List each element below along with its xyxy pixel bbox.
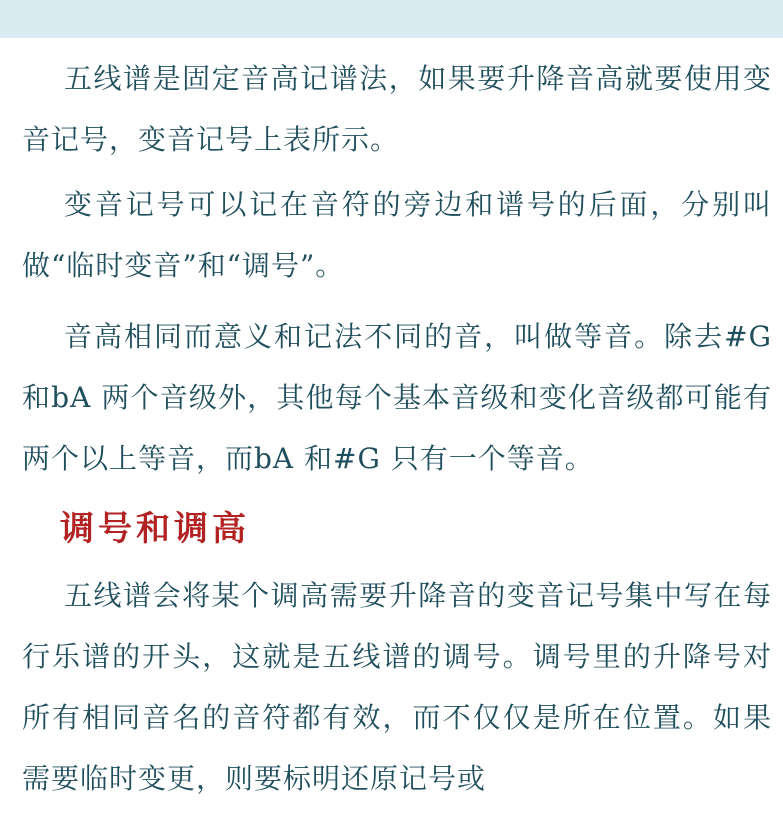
paragraph-staff-notation: 五线谱是固定音高记谱法，如果要升降音高就要使用变音记号，变音记号上表所示。 bbox=[22, 62, 772, 156]
document-body bbox=[22, 48, 772, 809]
paragraph-key-signature: 五线谱会将某个调高需要升降音的变音记号集中写在每行乐谱的开头，这就是五线谱的调号。调号里的升降号对所有相同音名的音符都有效，而不仅仅是所在位置。如果需要临时变更，则要标明还原记号或 bbox=[22, 579, 772, 795]
paragraph-enharmonic: 音高相同而意义和记法不同的音，叫做等音。除去#G 和bA 两个音级外，其他每个基本音级和变化音级都可能有两个以上等音，而bA 和#G 只有一个等音。 bbox=[22, 320, 772, 475]
top-header-band bbox=[0, 0, 783, 38]
section-heading-key-signature: 调号和调高 bbox=[60, 509, 250, 549]
paragraph-accidentals: 变音记号可以记在音符的旁边和谱号的后面，分别叫做“临时变音”和“调号”。 bbox=[22, 188, 772, 282]
